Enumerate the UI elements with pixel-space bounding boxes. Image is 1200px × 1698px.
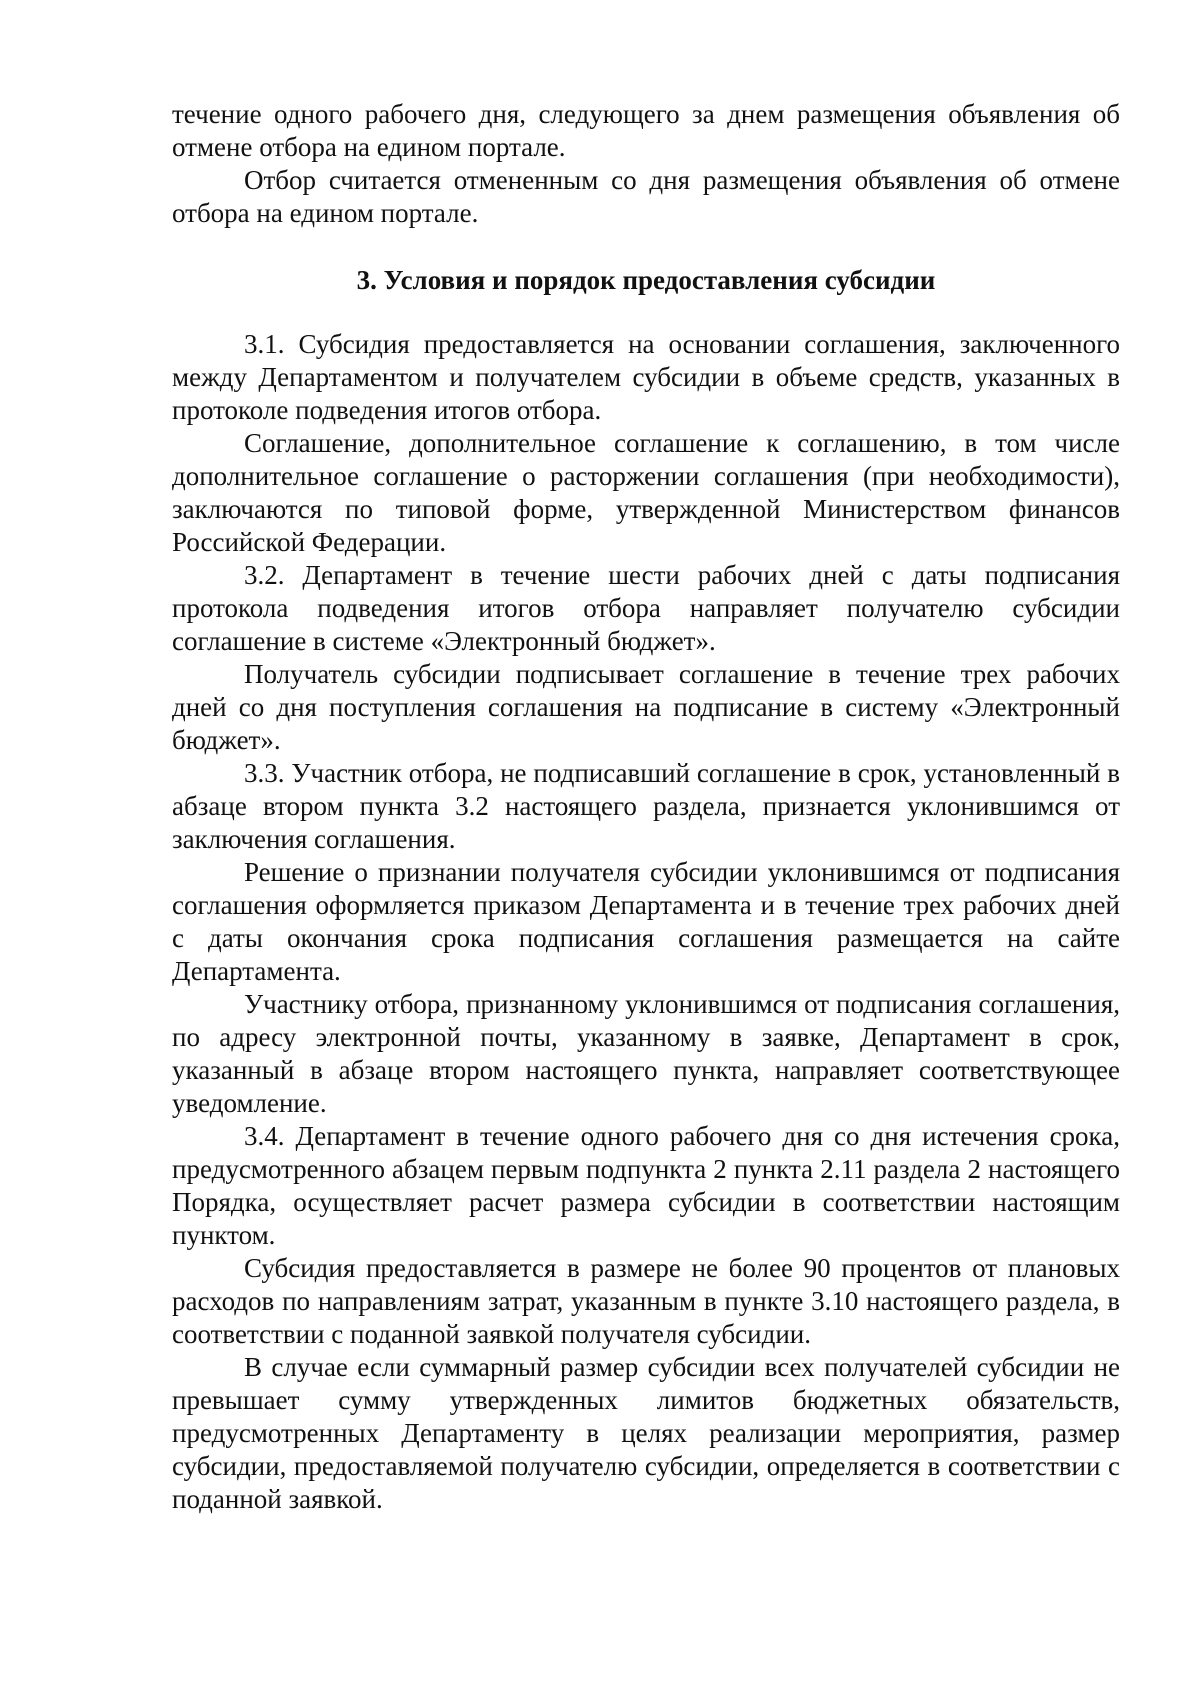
paragraph-continuation: течение одного рабочего дня, следующего за днем размещения объявления об отмене отбора на едином портале. bbox=[172, 99, 1120, 162]
paragraph-3-2: 3.2. Департамент в течение шести рабочих дней с даты подписания протокола подведения итогов отбора направляет получателю субсидии соглашение в системе «Электронный бюджет». bbox=[172, 560, 1120, 656]
paragraph-evasion-decision: Решение о признании получателя субсидии уклонившимся от подписания соглашения оформляется приказом Департамента и в течение трех рабочих дней с даты окончания срока подписания соглашения размещается на сайте Департамента. bbox=[172, 857, 1120, 986]
paragraph-recipient-signs: Получатель субсидии подписывает соглашение в течение трех рабочих дней со дня поступления соглашения на подписание в систему «Электронный бюджет». bbox=[172, 659, 1120, 755]
paragraph-agreement-form: Соглашение, дополнительное соглашение к соглашению, в том числе дополнительное соглашение о расторжении соглашения (при необходимости), заключаются по типовой форме, утвержденной Министерством финансов Российской Федерации. bbox=[172, 428, 1120, 557]
paragraph-selection-cancelled: Отбор считается отмененным со дня размещения объявления об отмене отбора на едином портале. bbox=[172, 165, 1120, 228]
paragraph-notification: Участнику отбора, признанному уклонившимся от подписания соглашения, по адресу электронной почты, указанному в заявке, Департамент в срок, указанный в абзаце втором настоящего пункта, направляет соответствующее уведомление. bbox=[172, 989, 1120, 1118]
document-page bbox=[172, 98, 1120, 1516]
paragraph-subsidy-percent: Субсидия предоставляется в размере не более 90 процентов от плановых расходов по направлениям затрат, указанным в пункте 3.10 настоящего раздела, в соответствии с поданной заявкой получателя субсидии. bbox=[172, 1253, 1120, 1349]
paragraph-3-1: 3.1. Субсидия предоставляется на основании соглашения, заключенного между Департаментом и получателем субсидии в объеме средств, указанных в протоколе подведения итогов отбора. bbox=[172, 329, 1120, 425]
section-title: 3. Условия и порядок предоставления субсидии bbox=[356, 265, 936, 295]
paragraph-3-3: 3.3. Участник отбора, не подписавший соглашение в срок, установленный в абзаце втором пункта 3.2 настоящего раздела, признается уклонившимся от заключения соглашения. bbox=[172, 758, 1120, 854]
paragraph-subsidy-limits: В случае если суммарный размер субсидии всех получателей субсидии не превышает сумму утвержденных лимитов бюджетных обязательств, предусмотренных Департаменту в целях реализации мероприятия, размер субсидии, предоставляемой получателю субсидии, определяется в соответствии с поданной заявкой. bbox=[172, 1352, 1120, 1514]
paragraph-3-4: 3.4. Департамент в течение одного рабочего дня со дня истечения срока, предусмотренного абзацем первым подпункта 2 пункта 2.11 раздела 2 настоящего Порядка, осуществляет расчет размера субсидии в соответствии настоящим пунктом. bbox=[172, 1121, 1120, 1250]
